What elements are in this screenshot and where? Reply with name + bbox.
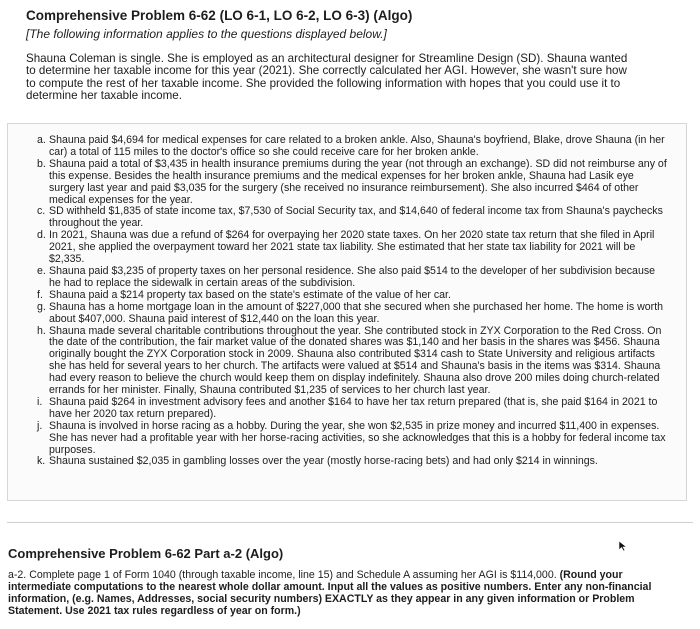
list-item [37, 206, 667, 230]
info-note: [The following information applies to the questions displayed below.] [26, 27, 387, 41]
item-letter: e. [37, 264, 46, 277]
item-letter: d. [37, 229, 46, 242]
mouse-cursor-icon [618, 540, 628, 552]
item-letter: h. [37, 324, 46, 337]
list-item [37, 266, 667, 290]
item-text: Shauna paid a $214 property tax based on the state's estimate of the value of her car. [49, 288, 451, 301]
list-item [37, 159, 667, 207]
item-letter: g. [37, 300, 46, 313]
item-text: Shauna made several charitable contributions throughout the year. She contributed stock in ZYX Corporation to the Red Cross. On the date of the contribution, the fair market value of the donated shares was $1,140 and her basis in the shares was $456. Shauna originally bought the ZYX Corporation stock in 2009. Shauna also contributed $314 cash to State University and religious artifacts she has held for several years to her church. The artifacts were valued at $514 and Shauna's basis in the items was $314. Shauna had every reason to believe the church would keep them on display indefinitely. Shauna also drove 200 miles doing church-related errands for her minister. Finally, Shauna contributed $1,235 of services to her church last year. [49, 324, 662, 397]
item-letter: k. [37, 455, 46, 468]
item-text: Shauna paid $264 in investment advisory fees and another $164 to have her tax return prepared (that is, she paid $164 in 2021 to have her 2020 tax return prepared). [49, 395, 658, 420]
list-item [37, 302, 667, 326]
part-title: Comprehensive Problem 6-62 Part a-2 (Algo) [8, 545, 284, 561]
item-text: Shauna sustained $2,035 in gambling losses over the year (mostly horse-racing bets) and had only $214 in winnings. [49, 455, 598, 468]
header [0, 0, 700, 103]
list-item [37, 456, 667, 468]
item-text: Shauna paid a total of $3,435 in health insurance premiums during the year (not through an exchange). SD did not reimburse any of this expense. Besides the health insurance premiums and the medical expenses for her broken ankle, Shauna had Lasik eye surgery last year and paid $3,035 for the surgery (she received no insurance reimbursement). She also incurred $464 of other medical expenses for the year. [49, 157, 667, 206]
instructions-bold: (Round your intermediate computations to the nearest whole dollar amount. Input all the values as positive numbers. Enter any non-financial information, (e.g. Names, Addresses, social security numbers) EXACTLY as they appear in any given information or Problem Statement. Use 2021 tax rules regardless of year on form.) [8, 569, 652, 617]
item-text: Shauna is involved in horse racing as a hobby. During the year, she won $2,535 in prize money and incurred $11,400 in expenses. She has never had a profitable year with her horse-racing activities, so she acknowledges that this is a hobby for federal income tax purposes. [49, 419, 666, 456]
item-letter: j. [37, 419, 43, 432]
list-item [37, 135, 667, 159]
item-text: SD withheld $1,835 of state income tax, $7,530 of Social Security tax, and $14,640 of federal income tax from Shauna's paychecks throughout the year. [49, 205, 663, 230]
item-letter: a. [37, 134, 46, 146]
item-letter: f. [37, 288, 43, 301]
item-text: In 2021, Shauna was due a refund of $264 for overpaying her 2020 state taxes. On her 2020 state tax return that she filed in April 2021, she applied the overpayment toward her 2021 state tax liability. She estimated that her state tax liability for 2021 will be $2,335. [49, 229, 655, 266]
section-divider [7, 522, 693, 523]
item-letter: b. [37, 157, 46, 170]
fact-list [37, 135, 667, 468]
instructions-lead: a-2. Complete page 1 of Form 1040 (through taxable income, line 15) and Schedule A assuming her AGI is $114,000. [8, 569, 557, 581]
list-item [37, 230, 667, 266]
instructions [8, 570, 688, 618]
list-item [37, 397, 667, 421]
item-text: Shauna has a home mortgage loan in the amount of $227,000 that she secured when she purchased her home. The home is worth about $407,000. Shauna paid interest of $12,440 on the loan this year. [49, 300, 664, 325]
list-item [37, 421, 667, 457]
list-item [37, 326, 667, 397]
problem-title: Comprehensive Problem 6-62 (LO 6-1, LO 6-2, LO 6-3) (Algo) [26, 8, 413, 23]
item-letter: c. [37, 205, 46, 218]
intro-paragraph: Shauna Coleman is single. She is employed as an architectural designer for Streamline Design (SD). Shauna wanted to determine her taxable income for this year (2021). She correctly calculated her AGI. However, she wasn't sure how to compute the rest of her taxable income. She provided the following information with hopes that you could use it to determine her taxable income. [26, 52, 628, 103]
item-text: Shauna paid $4,694 for medical expenses for care related to a broken ankle. Also, Shauna's boyfriend, Blake, drove Shauna (in her car) a total of 115 miles to the doctor's office so she could receive care for her broken ankle. [49, 134, 665, 158]
item-letter: i. [37, 395, 43, 408]
item-text: Shauna paid $3,235 of property taxes on her personal residence. She also paid $514 to the developer of her subdivision because he had to replace the sidewalk in certain areas of the subdivision. [49, 264, 656, 289]
